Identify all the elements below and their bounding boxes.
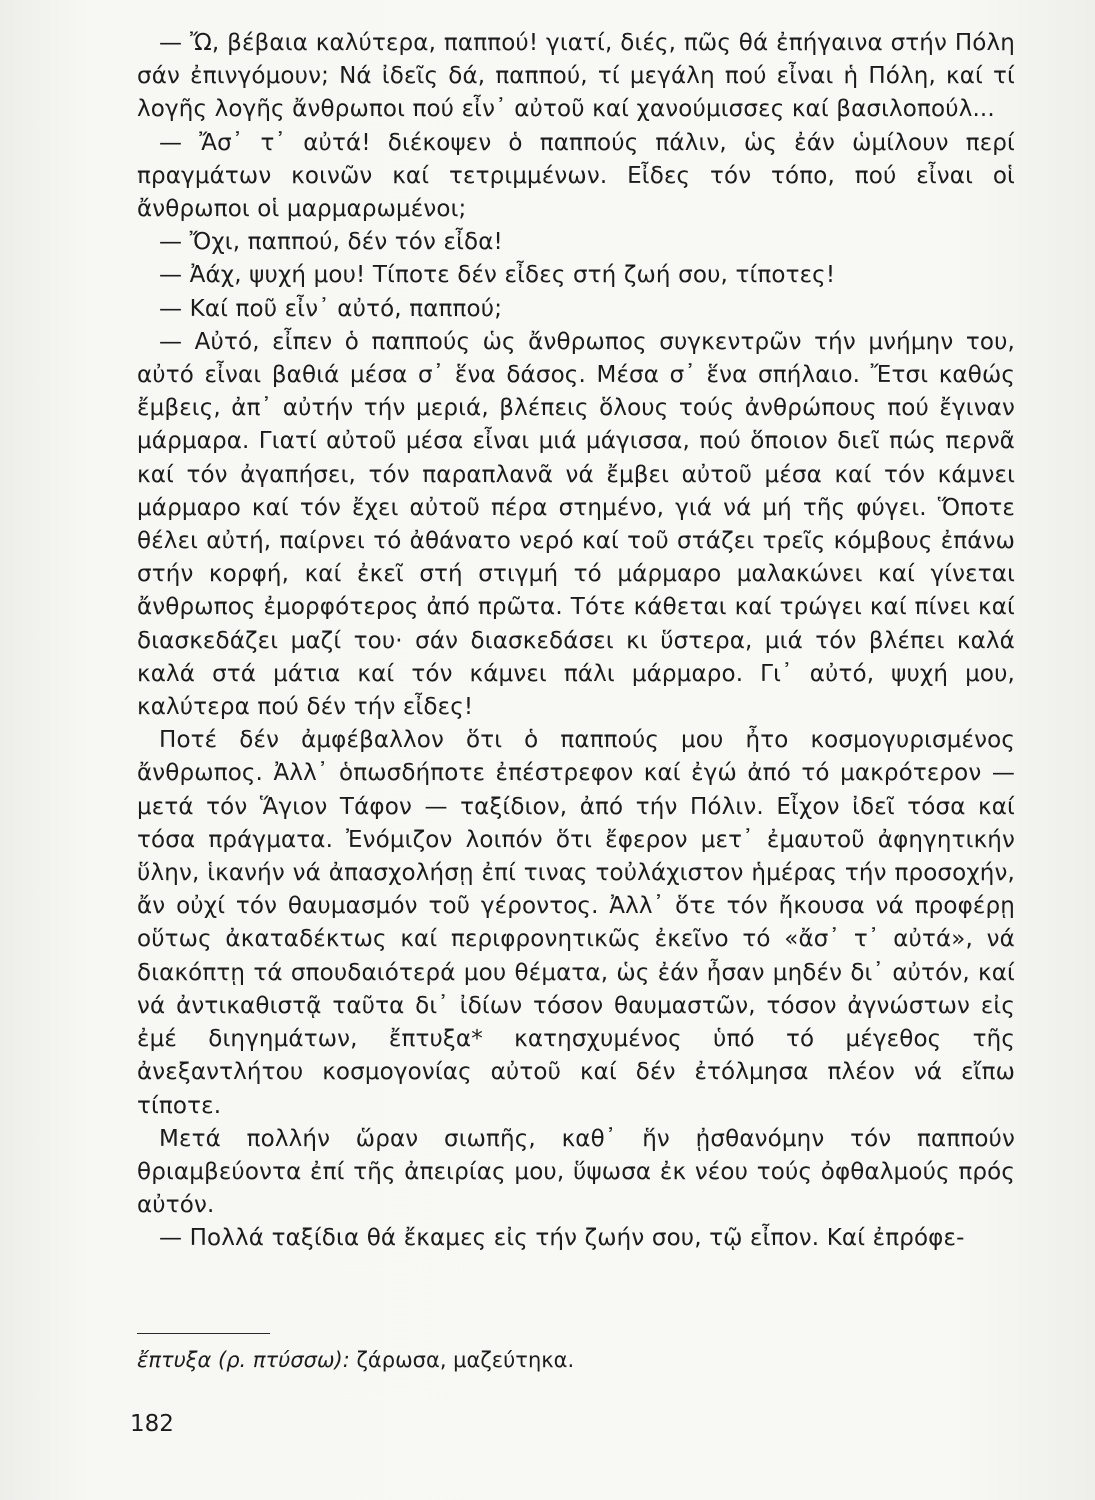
footnote [137, 1346, 574, 1374]
footnote-definition: ζάρωσα, μαζεύτηκα. [349, 1348, 575, 1372]
paragraph-2: — Ἄσ᾽ τ᾽ αὐτά! διέκοψεν ὁ παππούς πάλιν, ὡς ἐάν ὡμίλουν περί πραγμάτων κοινῶν καί τετριμμένων. Εἶδες τόν τόπο, πού εἶναι οἱ ἄνθρωποι οἱ μαρμαρωμένοι; [137, 129, 1015, 223]
paragraph-6: — Αὐτό, εἶπεν ὁ παππούς ὡς ἄνθρωπος συγκεντρῶν τήν μνήμην του, αὐτό εἶναι βαθιά μέσα σ᾽ ἕνα δάσος. Μέσα σ᾽ ἕνα σπήλαιο. Ἔτσι καθώς ἔμβεις, ἀπ᾽ αὐτήν τήν μεριά, βλέπεις ὅλους τούς ἀνθρώπους πού ἔγιναν μάρμαρα. Γιατί αὐτοῦ μέσα εἶναι μιά μάγισσα, πού ὅποιον διεῖ πώς περνᾶ καί τόν ἀγαπήσει, τόν παραπλανᾶ νά ἔμβει αὐτοῦ μέσα καί τόν κάμνει μάρμαρο καί τόν ἔχει αὐτοῦ πέρα στημένο, γιά νά μή τῆς φύγει. Ὅποτε θέλει αὐτή, παίρνει τό ἀθάνατο νερό καί τοῦ στάζει τρεῖς κόμβους ἐπάνω στήν κορφή, καί ἐκεῖ στή στιγμή τό μάρμαρο μαλακώνει καί γίνεται ἄνθρωπος ἐμορφότερος ἀπό πρῶτα. Τότε κάθεται καί τρώγει καί πίνει καί διασκεδάζει μαζί του· σάν διασκεδάσει κι ὕστερα, μιά τόν βλέπει καλά καλά στά μάτια καί τόν κάμνει πάλι μάρμαρο. Γι᾽ αὐτό, ψυχή μου, καλύτερα πού δέν τήν εἶδες! [137, 328, 1015, 721]
paragraph-8: Μετά πολλήν ὥραν σιωπῆς, καθ᾽ ἥν ᾐσθανόμην τόν παππούν θριαμβεύοντα ἐπί τῆς ἀπειρίας μου, ὕψωσα ἐκ νέου τούς ὀφθαλμούς πρός αὐτόν. [137, 1125, 1015, 1219]
paragraph-4: — Ἀάχ, ψυχή μου! Τίποτε δέν εἶδες στή ζωή σου, τίποτες! [159, 262, 836, 289]
paragraph-9: — Πολλά ταξίδια θά ἔκαμες εἰς τήν ζωήν σου, τῷ εἶπον. Καί ἐπρόφε- [159, 1225, 965, 1252]
paragraph-7: Ποτέ δέν ἀμφέβαλλον ὅτι ὁ παππούς μου ἦτο κοσμογυρισμένος ἄνθρωπος. Ἀλλ᾽ ὁπωσδήποτε ἐπέστρεφον καί ἐγώ ἀπό τό μακρότερον — μετά τόν Ἅγιον Τάφον — ταξίδιον, ἀπό τήν Πόλιν. Εἶχον ἰδεῖ τόσα καί τόσα πράγματα. Ἐνόμιζον λοιπόν ὅτι ἔφερον μετ᾽ ἐμαυτοῦ ἀφηγητικήν ὕλην, ἱκανήν νά ἀπασχολήσῃ ἐπί τινας τοὐλάχιστον ἡμέρας τήν προσοχήν, ἄν οὐχί τόν θαυμασμόν τοῦ γέροντος. Ἀλλ᾽ ὅτε τόν ἤκουσα νά προφέρῃ οὕτως ἀκαταδέκτως καί περιφρονητικῶς ἐκεῖνο τό «ἄσ᾽ τ᾽ αὐτά», νά διακόπτῃ τά σπουδαιότερά μου θέματα, ὡς ἐάν ἦσαν μηδέν δι᾽ αὐτόν, καί νά ἀντικαθιστᾷ ταῦτα δι᾽ ἰδίων τόσον θαυμαστῶν, τόσον ἀγνώστων εἰς ἐμέ διηγημάτων, ἔπτυξα* κατησχυμένος ὑπό τό μέγεθος τῆς ἀνεξαντλήτου κοσμογονίας αὐτοῦ καί δέν ἐτόλμησα πλέον νά εἴπω τίποτε. [137, 727, 1015, 1119]
footnote-divider [137, 1333, 270, 1334]
paragraph-1: — Ὤ, βέβαια καλύτερα, παππού! γιατί, διές, πῶς θά ἐπήγαινα στήν Πόλη σάν ἐπινγόμουν; Νά ἰδεῖς δά, παππού, τί μεγάλη πού εἶναι ἡ Πόλη, καί τί λογῆς λογῆς ἄνθρωποι πού εἶν᾽ αὐτοῦ καί χανούμισσες καί βασιλοπούλ... [137, 30, 1015, 123]
paragraph-5: — Καί ποῦ εἶν᾽ αὐτό, παππού; [159, 295, 503, 322]
page-number: 182 [130, 1411, 174, 1437]
body-text [137, 27, 1015, 1256]
footnote-term: ἔπτυξα (ρ. πτύσσω): [137, 1348, 350, 1372]
paragraph-3: — Ὄχι, παππού, δέν τόν εἶδα! [159, 229, 503, 256]
